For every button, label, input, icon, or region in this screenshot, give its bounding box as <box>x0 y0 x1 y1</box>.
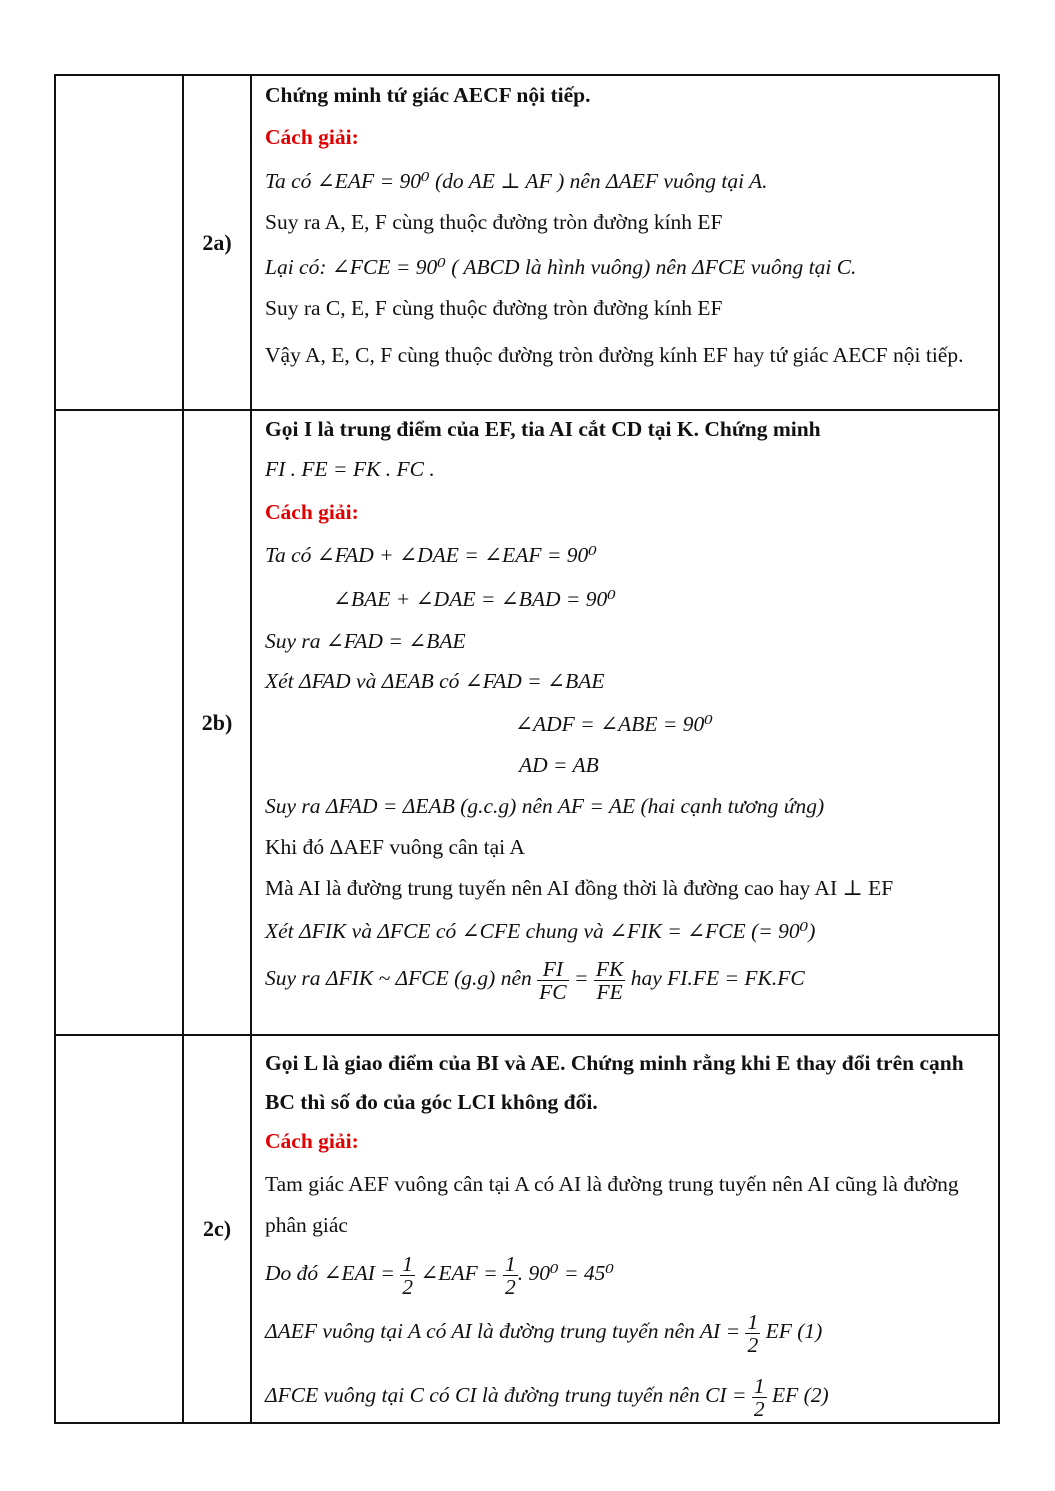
solution-line: Mà AI là đường trung tuyến nên AI đồng thời là đường cao hay AI ⊥ EF <box>265 876 894 900</box>
empty-column-cell <box>55 75 183 410</box>
solution-line <box>265 1304 988 1358</box>
numerator: FI <box>537 958 568 981</box>
part-label: 2a) <box>183 75 251 410</box>
solution-line: Suy ra ∠FAD = ∠BAE <box>265 629 466 653</box>
problem-statement: Gọi I là trung điểm của EF, tia AI cắt CD tại K. Chứng minh <box>265 417 821 441</box>
empty-column-cell <box>55 410 183 1035</box>
fraction-one-half <box>745 1311 760 1356</box>
solution-line: Khi đó ΔAEF vuông cân tại A <box>265 835 525 859</box>
solution-line: ∠BAE + ∠DAE = ∠BAD = 90⁰ <box>333 587 616 611</box>
problem-statement: FI . FE = FK . FC . <box>265 457 435 481</box>
denominator: 2 <box>402 1274 413 1299</box>
denominator: 2 <box>505 1274 516 1299</box>
solution-line: Xét ΔFIK và ΔFCE có ∠CFE chung và ∠FIK = ∠FCE (= 90⁰) <box>265 919 816 943</box>
part-label: 2b) <box>183 410 251 1035</box>
numerator: 1 <box>753 1373 765 1398</box>
conclusion-text: hay FI.FE = FK.FC <box>630 966 805 990</box>
problem-statement: Chứng minh tứ giác AECF nội tiếp. <box>265 83 591 107</box>
expression-part: Do đó ∠EAI = <box>265 1261 395 1285</box>
solution-line: ∠ADF = ∠ABE = 90⁰ <box>515 712 713 736</box>
solution-row-2b <box>55 410 999 1035</box>
expression-part: ΔFCE vuông tại C có CI là đường trung tuyến nên CI = <box>265 1383 747 1407</box>
denominator: 2 <box>747 1332 759 1357</box>
solution-line: Ta có ∠EAF = 90⁰ (do AE ⊥ AF ) nên ΔAEF vuông tại A. <box>265 169 768 193</box>
solution-row-2c <box>55 1035 999 1423</box>
numerator: 1 <box>402 1251 413 1276</box>
expression-part: ∠EAF = <box>420 1261 498 1285</box>
fraction-fk-fe <box>594 958 625 1003</box>
expression-part: EF (1) <box>765 1319 823 1343</box>
solution-line <box>265 1248 988 1298</box>
solution-line: Lại có: ∠FCE = 90⁰ ( ABCD là hình vuông) nên ΔFCE vuông tại C. <box>265 255 857 279</box>
numerator: FK <box>595 956 624 981</box>
fraction-fi-fc <box>537 958 568 1003</box>
solution-line: Suy ra A, E, F cùng thuộc đường tròn đường kính EF <box>265 210 723 234</box>
solution-line: Suy ra ΔFAD = ΔEAB (g.c.g) nên AF = AE (hai cạnh tương ứng) <box>265 794 825 818</box>
fraction-one-half <box>400 1253 415 1298</box>
similarity-statement: Suy ra ΔFIK ~ ΔFCE (g.g) nên <box>265 966 532 990</box>
solution-line: AD = AB <box>519 753 599 777</box>
solution-line: Ta có ∠FAD + ∠DAE = ∠EAF = 90⁰ <box>265 543 597 567</box>
solution-line: Xét ΔFAD và ΔEAB có ∠FAD = ∠BAE <box>265 669 605 693</box>
expression-part: EF (2) <box>771 1383 829 1407</box>
denominator: 2 <box>753 1396 765 1421</box>
solution-line: Suy ra C, E, F cùng thuộc đường tròn đường kính EF <box>265 296 723 320</box>
empty-column-cell <box>55 1035 183 1423</box>
solution-line: Tam giác AEF vuông cân tại A có AI là đường trung tuyến nên AI cũng là đường phân giác <box>265 1172 959 1237</box>
part-label: 2c) <box>183 1035 251 1423</box>
solution-line <box>265 1368 988 1422</box>
part-content <box>251 75 999 410</box>
numerator: 1 <box>505 1251 516 1276</box>
expression-part: . 90⁰ = 45⁰ <box>517 1261 615 1285</box>
solution-heading: Cách giải: <box>265 500 359 524</box>
part-content <box>251 410 999 1035</box>
solution-heading: Cách giải: <box>265 125 359 149</box>
denominator: FC <box>539 979 567 1004</box>
expression-part: ΔAEF vuông tại A có AI là đường trung tuyến nên AI = <box>265 1319 741 1343</box>
numerator: 1 <box>747 1309 759 1334</box>
denominator: FE <box>596 979 623 1004</box>
fraction-one-half <box>752 1375 767 1420</box>
problem-statement: Gọi L là giao điểm của BI và AE. Chứng minh rằng khi E thay đổi trên cạnh BC thì số đo của góc LCI không đổi. <box>265 1051 964 1114</box>
fraction-one-half <box>503 1253 518 1298</box>
solution-heading: Cách giải: <box>265 1129 359 1153</box>
part-content <box>251 1035 999 1423</box>
solution-table <box>54 74 1000 1424</box>
solution-row-2a <box>55 75 999 410</box>
solution-line: Vậy A, E, C, F cùng thuộc đường tròn đường kính EF hay tứ giác AECF nội tiếp. <box>265 343 964 367</box>
solution-line: Suy ra ΔFIK ~ ΔFCE (g.g) nên $\frac{FI}{FC}$ = $\frac{FK}{FE}$ hay FI.FE = FK.FC <box>265 956 805 1004</box>
